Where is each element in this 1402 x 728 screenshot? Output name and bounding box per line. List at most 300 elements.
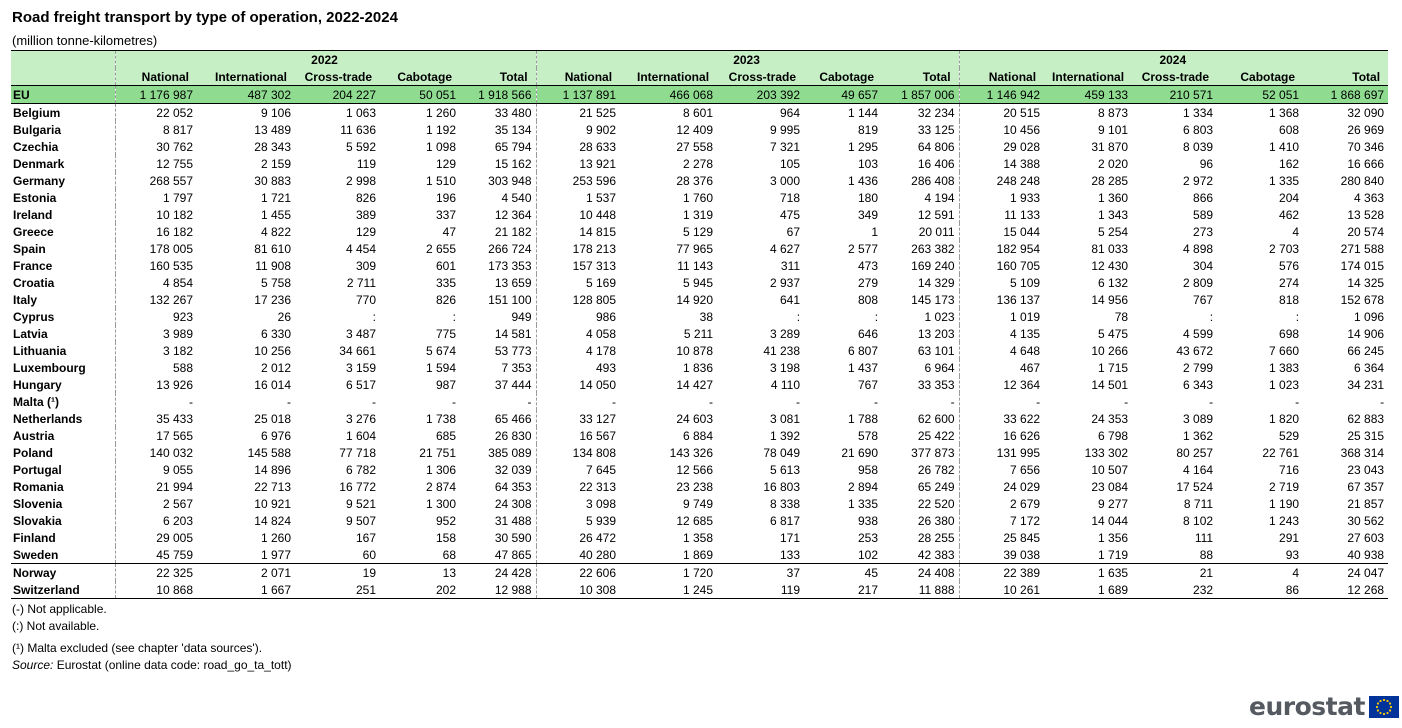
- table-cell: 33 353: [917, 377, 955, 392]
- table-row: [11, 274, 1388, 291]
- table-cell: -: [527, 394, 532, 409]
- table-cell: 203 392: [717, 86, 804, 104]
- table-cell: 2 159: [260, 156, 291, 171]
- table-cell: 1 604: [345, 428, 376, 443]
- table-cell: 14 956: [1091, 292, 1129, 307]
- table-cell: 1 192: [425, 122, 456, 137]
- table-row: [11, 189, 1388, 206]
- table-cell: 22 761: [1262, 445, 1300, 460]
- table-cell: -: [115, 393, 197, 410]
- table-cell: 128 805: [536, 291, 620, 308]
- table-cell: 182 954: [959, 240, 1044, 257]
- table-cell: 1 455: [260, 207, 291, 222]
- table-row: [11, 86, 1388, 104]
- table-cell: 4 363: [1354, 190, 1385, 205]
- table-cell: 11 143: [677, 258, 714, 273]
- table-cell: 33 125: [917, 122, 955, 137]
- table-cell: 377 873: [911, 445, 955, 460]
- table-cell: 8 601: [683, 105, 714, 120]
- table-cell: 20 011: [918, 224, 955, 239]
- eu-flag-icon: [1369, 696, 1399, 718]
- table-row: [11, 155, 1388, 172]
- table-cell: 10 256: [254, 343, 291, 358]
- table-cell: 1 594: [425, 360, 456, 375]
- table-cell: 5 475: [1098, 326, 1129, 341]
- table-cell: 180: [858, 190, 879, 205]
- table-cell: 770: [355, 292, 376, 307]
- table-row: [11, 581, 1388, 599]
- table-cell: 716: [1279, 462, 1300, 477]
- table-cell: 309: [355, 258, 376, 273]
- table-cell: 31 488: [494, 513, 532, 528]
- table-cell: 10 261: [959, 581, 1044, 599]
- year-header-row: [11, 51, 1388, 69]
- table-cell: 12 364: [959, 376, 1044, 393]
- table-cell: 2 577: [848, 241, 879, 256]
- table-cell: 12 685: [676, 513, 714, 528]
- table-cell: 16 014: [254, 377, 291, 392]
- table-cell: 7 172: [959, 512, 1044, 529]
- table-cell: 589: [1193, 207, 1214, 222]
- table-cell: 24 047: [1303, 564, 1388, 582]
- table-cell: 3 276: [345, 411, 376, 426]
- table-cell: 1 190: [1269, 496, 1300, 511]
- row-label: Ireland: [13, 207, 53, 222]
- table-cell: :: [874, 309, 879, 324]
- table-cell: 266 724: [488, 241, 532, 256]
- table-cell: 6 964: [924, 360, 955, 375]
- table-cell: 4 648: [959, 342, 1044, 359]
- table-cell: 17 236: [254, 292, 291, 307]
- table-cell: 2 020: [1098, 156, 1129, 171]
- table-row: [11, 427, 1388, 444]
- table-cell: 5 129: [683, 224, 714, 239]
- table-cell: 4 135: [959, 325, 1044, 342]
- table-cell: 487 302: [197, 86, 295, 104]
- table-cell: 103: [858, 156, 879, 171]
- table-cell: 26 969: [1347, 122, 1385, 137]
- table-cell: 13 489: [254, 122, 291, 137]
- table-cell: 9 106: [260, 105, 291, 120]
- table-cell: 4: [1217, 564, 1303, 582]
- row-label: Luxembourg: [13, 360, 86, 375]
- table-cell: 67: [786, 224, 801, 239]
- table-cell: 4 898: [1183, 241, 1214, 256]
- table-cell: 1 096: [1354, 309, 1385, 324]
- col-header-international: International: [197, 68, 295, 86]
- table-cell: 3 289: [770, 326, 801, 341]
- table-cell: 4: [1292, 224, 1300, 239]
- table-cell: 1 023: [1269, 377, 1300, 392]
- table-cell: 10 868: [115, 581, 197, 599]
- table-cell: 3 081: [770, 411, 801, 426]
- table-cell: 3 487: [345, 326, 376, 341]
- table-cell: 28 255: [917, 530, 955, 545]
- table-cell: 1 738: [425, 411, 456, 426]
- table-cell: 136 137: [959, 291, 1044, 308]
- table-cell: 111: [1194, 530, 1214, 545]
- table-cell: 1 720: [620, 564, 717, 582]
- table-cell: 129: [435, 156, 456, 171]
- table-cell: 33 622: [959, 410, 1044, 427]
- table-cell: 40 280: [536, 546, 620, 564]
- table-cell: 958: [858, 462, 879, 477]
- table-cell: 3 159: [345, 360, 376, 375]
- table-cell: 93: [1285, 547, 1300, 562]
- table-cell: 462: [1279, 207, 1300, 222]
- table-cell: 43 672: [1176, 343, 1214, 358]
- table-cell: 162: [1279, 156, 1300, 171]
- table-cell: 23 084: [1091, 479, 1129, 494]
- table-cell: 77 718: [339, 445, 376, 460]
- table-cell: 24 353: [1091, 411, 1129, 426]
- col-header-international: International: [1044, 68, 1132, 86]
- table-cell: 279: [858, 275, 879, 290]
- table-cell: 10 266: [1091, 343, 1129, 358]
- table-cell: 21 525: [536, 104, 620, 122]
- table-cell: 232: [1132, 581, 1217, 599]
- table-cell: 253: [858, 530, 879, 545]
- table-cell: 23 043: [1347, 462, 1385, 477]
- row-label: Norway: [11, 564, 115, 582]
- table-cell: 105: [780, 156, 801, 171]
- table-cell: 1 689: [1044, 581, 1132, 599]
- table-cell: 119: [356, 156, 376, 171]
- table-cell: 819: [858, 122, 879, 137]
- table-row: [11, 308, 1388, 325]
- table-cell: 145 588: [247, 445, 291, 460]
- flag-star: [1383, 713, 1385, 715]
- table-cell: 1 063: [345, 105, 376, 120]
- table-row: [11, 138, 1388, 155]
- table-cell: 81 033: [1091, 241, 1129, 256]
- table-cell: 28 633: [536, 138, 620, 155]
- table-cell: 24 408: [882, 564, 959, 582]
- table-cell: 6 782: [345, 462, 376, 477]
- table-cell: 578: [858, 428, 879, 443]
- table-cell: 248 248: [959, 172, 1044, 189]
- row-label: Greece: [13, 224, 54, 239]
- row-label: Finland: [13, 530, 56, 545]
- table-cell: 1 721: [260, 190, 291, 205]
- table-cell: 14 050: [536, 376, 620, 393]
- table-cell: 12 268: [1303, 581, 1388, 599]
- table-cell: 271 588: [1340, 241, 1385, 256]
- col-header-national: National: [536, 68, 620, 86]
- table-row: [11, 444, 1388, 461]
- table-cell: -: [950, 394, 955, 409]
- flag-star: [1379, 700, 1381, 702]
- table-cell: 152 678: [1340, 292, 1385, 307]
- table-cell: 1 260: [260, 530, 291, 545]
- flag-star: [1377, 702, 1379, 704]
- table-cell: 13 926: [115, 376, 197, 393]
- table-cell: 12 755: [115, 155, 197, 172]
- table-row: [11, 564, 1388, 582]
- table-cell: 10 182: [115, 206, 197, 223]
- table-cell: 12 566: [676, 462, 714, 477]
- table-cell: 368 314: [1340, 445, 1385, 460]
- table-cell: -: [1124, 394, 1129, 409]
- table-row: [11, 325, 1388, 342]
- table-cell: 5 758: [260, 275, 291, 290]
- table-cell: 14 824: [254, 513, 291, 528]
- col-header-cross-trade: Cross-trade: [295, 68, 380, 86]
- table-cell: 22 325: [115, 564, 197, 582]
- table-cell: 11 636: [340, 122, 376, 137]
- table-cell: 280 840: [1340, 173, 1385, 188]
- table-row: [11, 342, 1388, 359]
- table-cell: 4 599: [1183, 326, 1214, 341]
- table-cell: 473: [858, 258, 879, 273]
- table-cell: 131 995: [959, 444, 1044, 461]
- table-cell: 27 558: [676, 139, 714, 154]
- table-cell: 52 051: [1217, 86, 1303, 104]
- col-header-international: International: [620, 68, 717, 86]
- table-cell: 5 613: [770, 462, 801, 477]
- table-cell: 1 343: [1098, 207, 1129, 222]
- row-label: Slovakia: [13, 513, 62, 528]
- table-cell: 157 313: [536, 257, 620, 274]
- table-cell: 169 240: [911, 258, 955, 273]
- table-cell: 26 472: [536, 529, 620, 546]
- flag-star: [1386, 712, 1388, 714]
- table-cell: 21 857: [1347, 496, 1385, 511]
- row-label: Croatia: [13, 275, 55, 290]
- table-cell: 273: [1193, 224, 1214, 239]
- table-cell: 30 883: [254, 173, 291, 188]
- table-title: Road freight transport by type of operation, 2022-2024: [12, 9, 398, 26]
- table-cell: 5 169: [536, 274, 620, 291]
- table-cell: 11 133: [959, 206, 1044, 223]
- table-cell: 2 894: [848, 479, 879, 494]
- table-cell: 1 392: [770, 428, 801, 443]
- table-cell: 12 364: [494, 207, 532, 222]
- table-cell: 14 388: [959, 155, 1044, 172]
- table-cell: 8 039: [1183, 139, 1214, 154]
- table-cell: 1 243: [1269, 513, 1300, 528]
- table-cell: 33 480: [494, 105, 532, 120]
- table-cell: 25 018: [254, 411, 291, 426]
- table-cell: 9 101: [1098, 122, 1129, 137]
- table-cell: 685: [435, 428, 456, 443]
- table-cell: 25 422: [917, 428, 955, 443]
- table-cell: 196: [435, 190, 456, 205]
- table-cell: 2 012: [260, 360, 291, 375]
- table-cell: 133: [780, 547, 801, 562]
- row-label: Malta (¹): [13, 394, 59, 409]
- table-cell: 2 655: [425, 241, 456, 256]
- table-body: [11, 86, 1388, 599]
- table-cell: 1 362: [1183, 428, 1214, 443]
- table-cell: 33 127: [536, 410, 620, 427]
- table-cell: 11 908: [255, 258, 291, 273]
- row-label: Sweden: [13, 547, 59, 562]
- row-label: France: [13, 258, 53, 273]
- table-cell: 1 368: [1269, 105, 1300, 120]
- table-cell: 14 501: [1091, 377, 1129, 392]
- table-cell: 102: [858, 547, 879, 562]
- table-cell: 12 430: [1091, 258, 1129, 273]
- table-cell: 1 144: [848, 105, 879, 120]
- table-cell: 1 335: [848, 496, 879, 511]
- table-cell: 641: [780, 292, 801, 307]
- table-cell: 775: [435, 326, 456, 341]
- table-cell: 1 918 566: [460, 86, 536, 104]
- table-cell: 66 245: [1347, 343, 1385, 358]
- table-cell: 5 109: [959, 274, 1044, 291]
- table-cell: 646: [858, 326, 879, 341]
- table-cell: 1 869: [683, 547, 714, 562]
- table-cell: 4 110: [770, 377, 801, 392]
- table-cell: 32 090: [1347, 105, 1385, 120]
- table-cell: 3 182: [115, 342, 197, 359]
- table-cell: 50 051: [380, 86, 460, 104]
- table-cell: 80 257: [1176, 445, 1214, 460]
- table-cell: 7 656: [959, 461, 1044, 478]
- table-cell: 1 797: [115, 189, 197, 206]
- table-cell: 37: [717, 564, 804, 582]
- table-row: [11, 376, 1388, 393]
- table-cell: 22 520: [917, 496, 955, 511]
- flag-star: [1377, 709, 1379, 711]
- table-cell: 13 921: [536, 155, 620, 172]
- table-cell: -: [796, 394, 801, 409]
- table-cell: 21 690: [841, 445, 879, 460]
- table-row: [11, 410, 1388, 427]
- table-cell: 22 313: [536, 478, 620, 495]
- table-cell: 20 515: [959, 104, 1044, 122]
- flag-star: [1383, 699, 1385, 701]
- table-cell: 337: [435, 207, 456, 222]
- table-cell: 1 667: [197, 581, 295, 599]
- table-cell: 349: [858, 207, 879, 222]
- table-cell: 29 005: [115, 529, 197, 546]
- table-cell: 60: [362, 547, 376, 562]
- table-cell: 24 603: [676, 411, 714, 426]
- table-cell: 16 626: [959, 427, 1044, 444]
- table-cell: 7 645: [536, 461, 620, 478]
- table-cell: 22 606: [536, 564, 620, 582]
- table-cell: 253 596: [536, 172, 620, 189]
- table-cell: 698: [1279, 326, 1300, 341]
- table-cell: 2 567: [115, 495, 197, 512]
- table-cell: 26 380: [917, 513, 955, 528]
- table-cell: 1 306: [425, 462, 456, 477]
- table-cell: 119: [717, 581, 804, 599]
- table-cell: 28 343: [254, 139, 291, 154]
- table-cell: 158: [435, 530, 456, 545]
- table-cell: 964: [780, 105, 801, 120]
- table-cell: 30 762: [115, 138, 197, 155]
- table-cell: 1 437: [848, 360, 879, 375]
- table-cell: 10 921: [254, 496, 291, 511]
- table-cell: 40 938: [1347, 547, 1385, 562]
- table-cell: 4 164: [1183, 462, 1214, 477]
- table-cell: -: [1295, 394, 1300, 409]
- table-cell: 17 524: [1176, 479, 1214, 494]
- row-label: Germany: [13, 173, 66, 188]
- table-cell: 1 857 006: [882, 86, 959, 104]
- table-cell: 6 884: [683, 428, 714, 443]
- table-cell: 986: [536, 308, 620, 325]
- row-label: Hungary: [13, 377, 62, 392]
- table-cell: 987: [435, 377, 456, 392]
- table-cell: 5 254: [1098, 224, 1129, 239]
- table-cell: -: [1380, 394, 1385, 409]
- table-cell: 9 995: [770, 122, 801, 137]
- table-cell: :: [1209, 309, 1214, 324]
- table-cell: 28 376: [676, 173, 714, 188]
- table-cell: 173 353: [488, 258, 532, 273]
- table-cell: 39 038: [959, 546, 1044, 564]
- table-cell: 2 799: [1183, 360, 1214, 375]
- freight-table: [11, 50, 1388, 599]
- table-cell: 335: [435, 275, 456, 290]
- table-cell: 4 627: [770, 241, 801, 256]
- table-cell: 13 203: [917, 326, 955, 341]
- table-cell: 1: [871, 224, 879, 239]
- col-header-cabotage: Cabotage: [380, 68, 460, 86]
- table-cell: 10 448: [536, 206, 620, 223]
- table-cell: 718: [780, 190, 801, 205]
- col-header-total: Total: [882, 68, 959, 86]
- table-cell: 9 749: [683, 496, 714, 511]
- col-header-cabotage: Cabotage: [1217, 68, 1303, 86]
- table-cell: 1 146 942: [959, 86, 1044, 104]
- row-label: Belgium: [13, 105, 61, 120]
- col-header-national: National: [115, 68, 197, 86]
- table-row: [11, 223, 1388, 240]
- table-cell: 21 751: [419, 445, 456, 460]
- table-row: [11, 104, 1388, 122]
- table-cell: 10 308: [536, 581, 620, 599]
- table-cell: 2 719: [1269, 479, 1300, 494]
- table-cell: 949: [511, 309, 532, 324]
- table-cell: 4 058: [536, 325, 620, 342]
- table-cell: 24 308: [494, 496, 532, 511]
- flag-star: [1390, 706, 1392, 708]
- flag-star: [1386, 700, 1388, 702]
- table-cell: 467: [959, 359, 1044, 376]
- table-cell: 22 389: [959, 564, 1044, 582]
- table-row: [11, 257, 1388, 274]
- table-cell: 151 100: [488, 292, 532, 307]
- row-label: Austria: [13, 428, 55, 443]
- row-label: Slovenia: [13, 496, 63, 511]
- table-row: [11, 495, 1388, 512]
- table-row: [11, 478, 1388, 495]
- table-cell: 67 357: [1347, 479, 1385, 494]
- table-row: [11, 461, 1388, 478]
- table-cell: 1 176 987: [115, 86, 197, 104]
- source-line: [12, 657, 292, 674]
- table-cell: 88: [1199, 547, 1214, 562]
- table-cell: 14 044: [1091, 513, 1129, 528]
- table-cell: 3 098: [536, 495, 620, 512]
- table-cell: 15 162: [494, 156, 532, 171]
- table-cell: 25 315: [1347, 428, 1385, 443]
- table-cell: 601: [435, 258, 456, 273]
- table-cell: 12 988: [460, 581, 536, 599]
- table-cell: 5 592: [345, 139, 376, 154]
- row-label: Netherlands: [13, 411, 83, 426]
- table-cell: 1 868 697: [1303, 86, 1388, 104]
- year-header-2024: 2024: [959, 51, 1388, 69]
- table-cell: 160 705: [959, 257, 1044, 274]
- table-cell: 62 883: [1347, 411, 1385, 426]
- table-cell: 2 071: [197, 564, 295, 582]
